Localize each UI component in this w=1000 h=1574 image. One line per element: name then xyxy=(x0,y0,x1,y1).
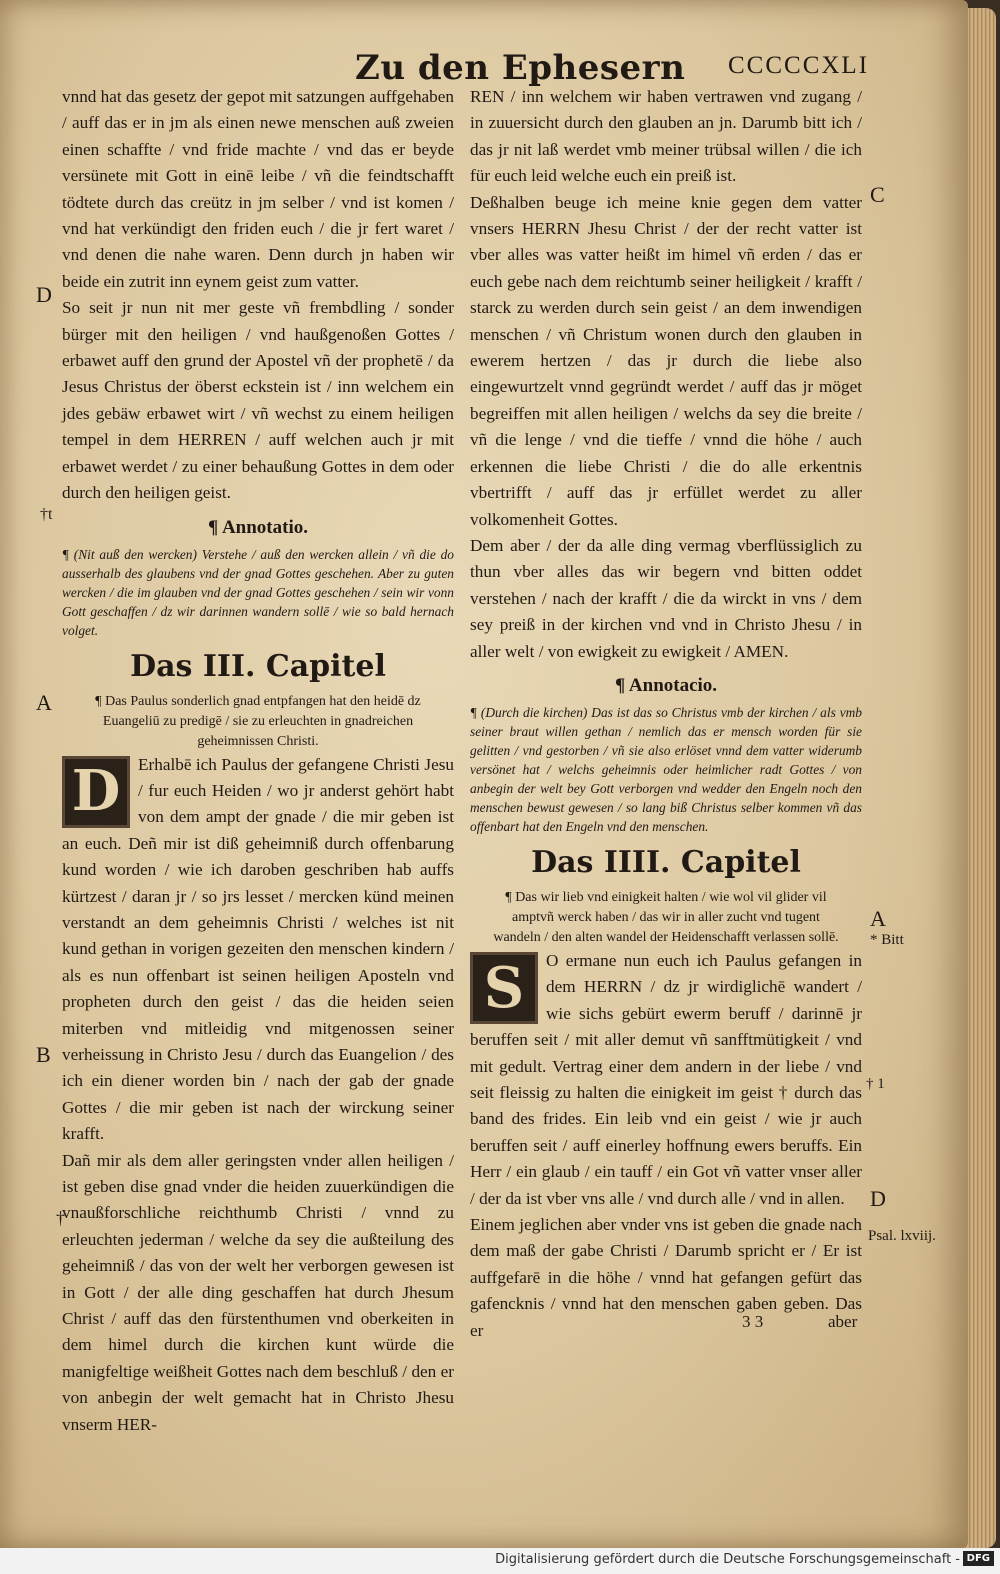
decorated-initial: D xyxy=(62,756,130,828)
right-column xyxy=(470,84,862,1344)
annotation-text: ¶ (Durch die kirchen) Das ist das so Christus vmb der kirchen / als vmb seiner braut willen gethan / nemlich das er mensch worden für sie gelitten / vnd gestorben / vñ sie also erlöset vnnd dem vatter widerumb versönet hat / welchs geheimnis oder heimlicher radt Gottes / von anbegin der welt bey Gott verborgen vnd wedder den Engeln noch den menschen bewust gewesen / so lang biß Christus selber kommen vñ das offenbart hat den Engeln vnd den menschen. xyxy=(470,704,862,834)
chapter-summary: ¶ Das Paulus sonderlich gnad entpfangen hat den heidē dz Euangeliū zu predigē / sie zu erleuchten in gnadreichen geheimnissen Christi. xyxy=(95,693,421,749)
margin-note: † 1 xyxy=(866,1076,885,1092)
text-paragraph: So seit jr nun nit mer geste vñ frembdling / sonder bürger mit den heiligen / vnd haußgenoßen Gottes / erbawet auff den grund der Apostel vñ der prophetē / da Jesus Christus der öberst eckstein ist / inn welchem ein jdes gebäw erbawet wirt / vñ wechst zu einem heiligen tempel in dem HERREN / auff welchen auch jr mit erbawet werdet / zu einer behaußung Gottes in dem oder durch den heiligen geist. xyxy=(62,298,454,503)
text-paragraph: REN / inn welchem wir haben vertrawen vnd zugang / in zuuersicht durch den glauben an jn. Darumb bitt ich / das jr nit laß werdet vmb meiner trübsal willen / die ich für euch leid welche euch ein preiß ist. xyxy=(470,87,862,186)
chapter-summary: ¶ Das wir lieb vnd einigkeit halten / wie wol vil glider vil amptvñ werck haben / das wir in aller zucht vnd tugent wandeln / den alten wandel der Heidenschafft verlassen sollē. xyxy=(493,889,839,945)
text-paragraph: Deßhalben beuge ich meine knie gegen dem vatter vnsers HERRN Jhesu Christ / der der recht vatter ist vber alles was vatter heißt im himel vñ erden / das er euch gebe nach dem reichtumb seiner heiligkeit / krafft / starck zu werden durch sein geist / an dem inwendigen menschen / vñ Christum wonen durch den glauben in ewerem hertzen / das jr durch die liebe also eingewurtzelt vnnd gegründt werdet / auff das jr möget begreiffen mit allen heiligen / welchs da sey die breite / vñ die lenge / vnd die tieffe / vnnd die höhe / auch erkennen die liebe Christi / die do alle erkentnis vbertrifft / auff das jr erfüllet werdet zu aller volkomenheit Gottes. xyxy=(470,192,862,529)
annotation-text: ¶ (Nit auß den wercken) Verstehe / auß den wercken allein / vñ die do ausserhalb des glaubens vnd der gnad Gottes geschehen. Aber zu guten wercken / die im glauben vnd der gnad Gottes geschehen / sein wir vonn Gott geschaffen / dz wir darinnen wandern sollē / wie so bald hernach volget. xyxy=(62,546,454,638)
annotation-heading: ¶ Annotacio. xyxy=(614,674,718,696)
text-paragraph: Einem jeglichen aber vnder vns ist geben die gnade nach dem maß der gabe Christi / Darumb spricht er / Er ist auffgefarē in die höhe / vnnd hat gefangen gefürt das gafencknis / vnnd hat den menschen gaben geben. Das er xyxy=(470,1215,862,1340)
margin-note: * Bitt xyxy=(870,932,904,948)
text-paragraph: Erhalbē ich Paulus der gefangene Christi Jesu / fur euch Heiden / wo jr anderst gehört habt von dem ampt der gnade / die mir geben ist an euch. Deñ mir ist diß geheimniß durch offenbarung kund worden / wie ich daroben geschriben hab auffs kürtzest / daran jr / so jrs lesset / mercken künd meinen verstandt an dem geheimnis Christi / welches ist nit kund gethan in vorigen gezeiten den menschen kindern / als es nun offenbart ist seinen heiligen Aposteln vnd propheten durch den geist / das die heiden seien miterben vnd mitleidig vnd mitgenossen seiner verheissung in Christo Jesu / durch das Euangelion / des ich ein diener worden bin / nach der gab der gnade Gottes / die mir geben ist nach der wirckung seiner krafft. xyxy=(62,754,454,1144)
margin-letter: B xyxy=(36,1042,51,1067)
margin-note: †t xyxy=(40,506,53,523)
text-paragraph: Dem aber / der da alle ding vermag vberflüssiglich zu thun vber alles das wir begern vnd bitten oddet verstehen / nach der krafft / die da wirckt in vns / dem sey preiß in der kirchen vnd vnd in Christo Jhesu / in aller welt / von ewigkeit zu ewigkeit / AMEN. xyxy=(470,535,862,661)
text-paragraph: vnnd hat das gesetz der gepot mit satzungen auffgehaben / auff das er in jm als einen newe menschen auß zweien einen schaffte / vnd fride machte / vnd das er beyde versünete mit Gott in einē leibe / vñ die feindtschafft tödtete durch das creütz in jm selber / vnd ist komen / vnd hat verkündigt den friden euch / die jr fert waret / vnd denen die nahe waren. Denn durch jn haben wir beide ein zutrit inn eynem geist zum vatter. xyxy=(62,87,454,291)
annotation-heading: ¶ Annotatio. xyxy=(207,516,308,538)
text-paragraph: Dañ mir als dem aller geringsten vnder allen heiligen / ist geben dise gnad vnder die heiden zuuerkündigen die vnaußforschliche reichthumb Christi / vnnd zu erleuchten jederman / welche da sey die außteilung des geheimniß / das von der welt her verborgen gewesen ist in Gott / der alle ding geschaffen hat durch Jhesum Christ / auff das den fürstenthumen vnd oberkeiten in dem himel durch die kirchen kunt würde die manigfeltige weißheit Gottes nach dem beschluß / den er von anbegin der welt gemacht hat in Christo Jhesu vnserm HER- xyxy=(62,1150,454,1434)
running-title: Zu den Ephesern xyxy=(355,48,686,88)
margin-letter: A xyxy=(870,906,886,931)
footer-credit: Digitalisierung gefördert durch die Deutsche Forschungsgemeinschaft - xyxy=(495,1552,960,1567)
left-column xyxy=(62,84,454,1438)
margin-note: † xyxy=(56,1208,65,1228)
decorated-initial: S xyxy=(470,952,538,1024)
margin-letter: A xyxy=(36,690,52,715)
dfg-logo: DFG xyxy=(963,1551,994,1566)
signature-mark: 3 3 xyxy=(742,1312,764,1331)
chapter-heading: Das III. Capitel xyxy=(130,648,386,684)
margin-letter: D xyxy=(870,1186,886,1211)
chapter-heading: Das IIII. Capitel xyxy=(531,844,801,880)
text-paragraph: O ermane nun euch ich Paulus gefangen in dem HERRN / dz jr wirdiglichē wandert / wie sichs gebürt ewerm beruff / darinnē jr beruffen seit / mit aller demut vñ sanfftmütigkeit / vnd mit gedult. Vertrag einer dem andern in der liebe / vnd seit fleissig zu halten die einigkeit im geist † durch das band des frides. Ein leib vnd ein geist / wie jr auch beruffen seit / auff einerley hoffnung ewers beruffs. Ein Herr / ein glaub / ein tauff / ein Got vñ vatter vnser aller / der da ist vber vns alle / vnd durch alle / vnd in allen. xyxy=(470,950,862,1208)
margin-note: Psal. lxviij. xyxy=(868,1228,936,1244)
margin-letter: C xyxy=(870,182,885,207)
margin-letter: D xyxy=(36,282,52,307)
folio-number: CCCCCXLI xyxy=(728,52,870,79)
catchword: aber xyxy=(828,1312,858,1331)
